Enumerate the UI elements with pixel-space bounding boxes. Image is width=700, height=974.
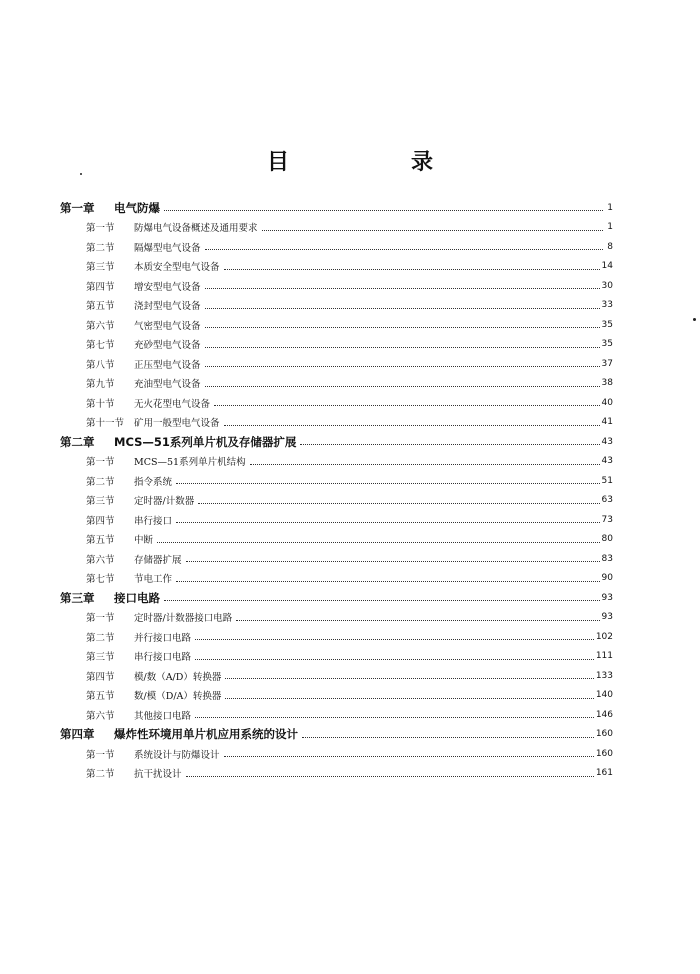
section-title: 气密型电气设备 — [134, 320, 201, 332]
chapter-page-number: 160 — [595, 729, 613, 740]
section-entry — [60, 608, 613, 628]
chapter-entry — [60, 588, 613, 608]
section-page-number: 80 — [601, 534, 613, 545]
section-title: 模/数（A/D）转换器 — [134, 671, 222, 683]
section-page-number: 102 — [595, 631, 613, 642]
section-entry — [60, 237, 613, 257]
dot-leader — [214, 405, 600, 406]
dot-leader — [236, 620, 599, 621]
section-number: 第二节 — [86, 632, 115, 644]
section-entry — [60, 393, 613, 413]
section-page-number: 93 — [601, 612, 613, 623]
section-title: 充油型电气设备 — [134, 379, 201, 391]
section-number: 第三节 — [86, 652, 115, 664]
section-page-number: 133 — [595, 670, 613, 681]
section-entry — [60, 276, 613, 296]
dot-leader — [302, 737, 594, 738]
section-entry — [60, 549, 613, 569]
section-page-number: 161 — [595, 768, 613, 779]
section-title: 存储器扩展 — [134, 554, 182, 566]
section-entry — [60, 627, 613, 647]
section-page-number: 90 — [601, 573, 613, 584]
dot-leader — [205, 347, 600, 348]
dot-leader — [195, 639, 594, 640]
section-title: 指令系统 — [134, 476, 173, 488]
dot-leader — [205, 366, 600, 367]
section-title: 串行接口 — [134, 515, 173, 527]
dot-leader — [164, 210, 603, 211]
section-page-number: 35 — [601, 339, 613, 350]
section-page-number: 51 — [601, 475, 613, 486]
section-number: 第六节 — [86, 554, 115, 566]
section-page-number: 30 — [601, 280, 613, 291]
section-entry — [60, 530, 613, 550]
section-entry — [60, 491, 613, 511]
section-title: 无火花型电气设备 — [134, 398, 211, 410]
section-entry — [60, 705, 613, 725]
section-title: 定时器/计数器 — [134, 496, 195, 508]
chapter-title: 接口电路 — [114, 590, 160, 605]
dot-leader — [262, 230, 603, 231]
section-entry — [60, 569, 613, 589]
chapter-page-number: 1 — [607, 202, 613, 213]
chapter-title: 爆炸性环境用单片机应用系统的设计 — [114, 727, 298, 742]
section-page-number: 38 — [601, 378, 613, 389]
section-title: 系统设计与防爆设计 — [134, 749, 220, 761]
section-number: 第二节 — [86, 242, 115, 254]
section-entry — [60, 647, 613, 667]
dot-leader — [195, 717, 594, 718]
section-title: 充砂型电气设备 — [134, 340, 201, 352]
section-page-number: 160 — [595, 748, 613, 759]
section-number: 第七节 — [86, 574, 115, 586]
chapter-number: 第二章 — [60, 434, 95, 449]
dot-leader — [176, 483, 600, 484]
section-number: 第十一节 — [86, 418, 125, 430]
chapter-entry — [60, 432, 613, 452]
section-title: 矿用一般型电气设备 — [134, 418, 220, 430]
section-number: 第十节 — [86, 398, 115, 410]
section-page-number: 37 — [601, 358, 613, 369]
dot-leader — [205, 249, 603, 250]
section-page-number: 8 — [607, 241, 613, 252]
chapter-page-number: 93 — [601, 592, 613, 603]
section-number: 第二节 — [86, 476, 115, 488]
section-number: 第三节 — [86, 262, 115, 274]
page-title: 目 录 — [266, 150, 483, 175]
dot-leader — [157, 542, 600, 543]
chapter-page-number: 43 — [601, 436, 613, 447]
section-title: 增安型电气设备 — [134, 281, 201, 293]
section-title: 并行接口电路 — [134, 632, 192, 644]
dot-leader — [224, 425, 600, 426]
section-page-number: 63 — [601, 495, 613, 506]
section-number: 第一节 — [86, 749, 115, 761]
section-number: 第一节 — [86, 613, 115, 625]
section-entry — [60, 666, 613, 686]
dot-leader — [225, 678, 593, 679]
dot-leader — [176, 581, 600, 582]
section-page-number: 33 — [601, 300, 613, 311]
chapter-number: 第三章 — [60, 590, 95, 605]
section-entry — [60, 764, 613, 784]
section-number: 第三节 — [86, 496, 115, 508]
section-number: 第一节 — [86, 457, 115, 469]
chapter-entry — [60, 198, 613, 218]
dot-leader — [224, 269, 600, 270]
dot-leader — [250, 464, 600, 465]
section-title: 串行接口电路 — [134, 652, 192, 664]
dot-leader — [205, 386, 600, 387]
section-title: 隔爆型电气设备 — [134, 242, 201, 254]
section-page-number: 40 — [601, 397, 613, 408]
section-page-number: 14 — [601, 261, 613, 272]
section-number: 第五节 — [86, 535, 115, 547]
section-page-number: 41 — [601, 417, 613, 428]
dot-leader — [225, 698, 593, 699]
chapter-entry — [60, 725, 613, 745]
section-title: MCS—51系列单片机结构 — [134, 457, 246, 469]
section-number: 第四节 — [86, 671, 115, 683]
section-number: 第九节 — [86, 379, 115, 391]
section-page-number: 83 — [601, 553, 613, 564]
section-number: 第四节 — [86, 515, 115, 527]
section-page-number: 111 — [595, 651, 613, 662]
section-title: 数/模（D/A）转换器 — [134, 691, 222, 703]
section-entry — [60, 510, 613, 530]
section-title: 抗干扰设计 — [134, 769, 182, 781]
dot-leader — [205, 308, 600, 309]
section-number: 第一节 — [86, 223, 115, 235]
section-title: 本质安全型电气设备 — [134, 262, 220, 274]
section-entry — [60, 296, 613, 316]
section-page-number: 140 — [595, 690, 613, 701]
section-title: 其他接口电路 — [134, 710, 192, 722]
dot-leader — [195, 659, 594, 660]
section-title: 正压型电气设备 — [134, 359, 201, 371]
section-page-number: 146 — [595, 709, 613, 720]
section-number: 第七节 — [86, 340, 115, 352]
section-title: 浇封型电气设备 — [134, 301, 201, 313]
dot-leader — [198, 503, 599, 504]
section-entry — [60, 374, 613, 394]
dot-leader — [300, 444, 599, 445]
section-page-number: 73 — [601, 514, 613, 525]
dot-leader — [205, 327, 600, 328]
section-number: 第八节 — [86, 359, 115, 371]
section-number: 第四节 — [86, 281, 115, 293]
section-title: 中断 — [134, 535, 154, 547]
dot-leader — [186, 561, 600, 562]
section-number: 第五节 — [86, 301, 115, 313]
section-entry — [60, 744, 613, 764]
scan-speck — [693, 318, 696, 321]
scan-speck — [80, 173, 82, 175]
section-number: 第六节 — [86, 710, 115, 722]
section-entry — [60, 257, 613, 277]
section-page-number: 35 — [601, 319, 613, 330]
section-number: 第二节 — [86, 769, 115, 781]
section-entry — [60, 315, 613, 335]
section-entry — [60, 452, 613, 472]
dot-leader — [224, 756, 594, 757]
section-number: 第六节 — [86, 320, 115, 332]
chapter-number: 第四章 — [60, 727, 95, 742]
dot-leader — [205, 288, 600, 289]
table-of-contents — [60, 198, 613, 783]
section-entry — [60, 354, 613, 374]
section-entry — [60, 218, 613, 238]
chapter-title: 电气防爆 — [114, 200, 160, 215]
chapter-number: 第一章 — [60, 200, 95, 215]
section-page-number: 1 — [607, 222, 613, 233]
dot-leader — [186, 776, 594, 777]
section-entry — [60, 335, 613, 355]
section-title: 防爆电气设备概述及通用要求 — [134, 223, 258, 235]
section-number: 第五节 — [86, 691, 115, 703]
section-entry — [60, 471, 613, 491]
section-page-number: 43 — [601, 456, 613, 467]
dot-leader — [164, 600, 600, 601]
chapter-title: MCS—51系列单片机及存储器扩展 — [114, 434, 297, 449]
section-title: 定时器/计数器接口电路 — [134, 613, 233, 625]
dot-leader — [176, 522, 600, 523]
section-title: 节电工作 — [134, 574, 173, 586]
section-entry — [60, 413, 613, 433]
section-entry — [60, 686, 613, 706]
